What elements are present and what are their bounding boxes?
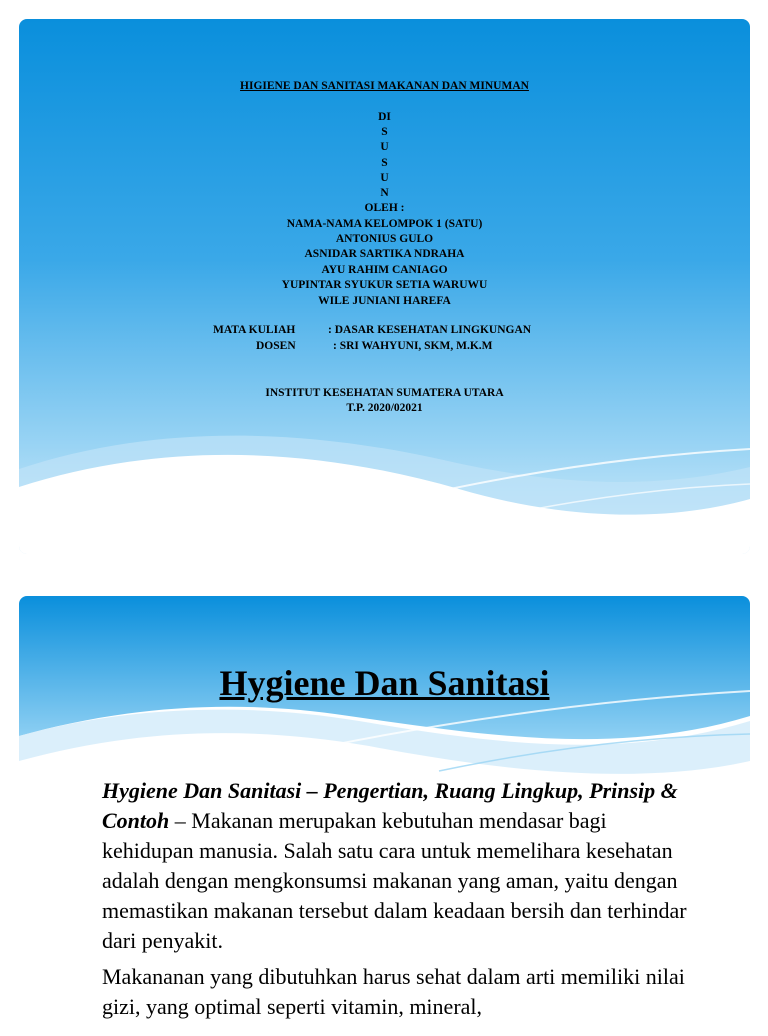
- group-name: NAMA-NAMA KELOMPOK 1 (SATU): [286, 218, 483, 230]
- title-slide: [19, 19, 750, 554]
- paragraph: [102, 776, 702, 956]
- dosen-label: DOSEN: [256, 340, 296, 352]
- paragraph-text: – Makanan merupakan kebutuhan mendasar bagi kehidupan manusia. Salah satu cara untuk memelihara kesehatan adalah dengan mengkonsumsi makanan yang aman, yaitu dengan memastikan makanan tersebut dalam keadaan bersih dan terhindar dari penyakit.: [102, 808, 687, 953]
- slide-title: HIGIENE DAN SANITASI MAKANAN DAN MINUMAN: [240, 80, 529, 92]
- mata-kuliah-value: : DASAR KESEHATAN LINGKUNGAN: [328, 324, 532, 336]
- dosen-value: : SRI WAHYUNI, SKM, M.K.M: [333, 340, 493, 352]
- member-name: ANTONIUS GULO: [335, 233, 434, 245]
- paragraph: Makananan yang dibutuhkan harus sehat dalam arti memiliki nilai gizi, yang optimal seperti vitamin, mineral,: [102, 964, 685, 1019]
- member-name: ASNIDAR SARTIKA NDRAHA: [304, 248, 465, 260]
- slide-body: [102, 776, 702, 1028]
- member-name: AYU RAHIM CANIAGO: [321, 264, 448, 276]
- disusun-letter: U: [380, 172, 389, 184]
- content-slide: [19, 596, 750, 1036]
- disusun-letter: S: [381, 157, 388, 169]
- lead-text: Hygiene Dan Sanitasi – Pengertian, Ruang Lingkup, Prinsip & Contoh: [102, 778, 678, 833]
- member-name: WILE JUNIANI HAREFA: [318, 295, 451, 307]
- institute-name: INSTITUT KESEHATAN SUMATERA UTARA: [265, 387, 504, 399]
- disusun-letter: S: [381, 126, 388, 138]
- disusun-letter: N: [380, 187, 389, 199]
- academic-year: T.P. 2020/02021: [346, 402, 423, 414]
- disusun-letter: U: [380, 141, 389, 153]
- member-name: YUPINTAR SYUKUR SETIA WARUWU: [281, 279, 488, 291]
- disusun-letter: DI: [378, 111, 391, 123]
- slide-title: Hygiene Dan Sanitasi: [219, 663, 550, 703]
- mata-kuliah-label: MATA KULIAH: [213, 324, 296, 336]
- oleh-label: OLEH :: [364, 202, 405, 214]
